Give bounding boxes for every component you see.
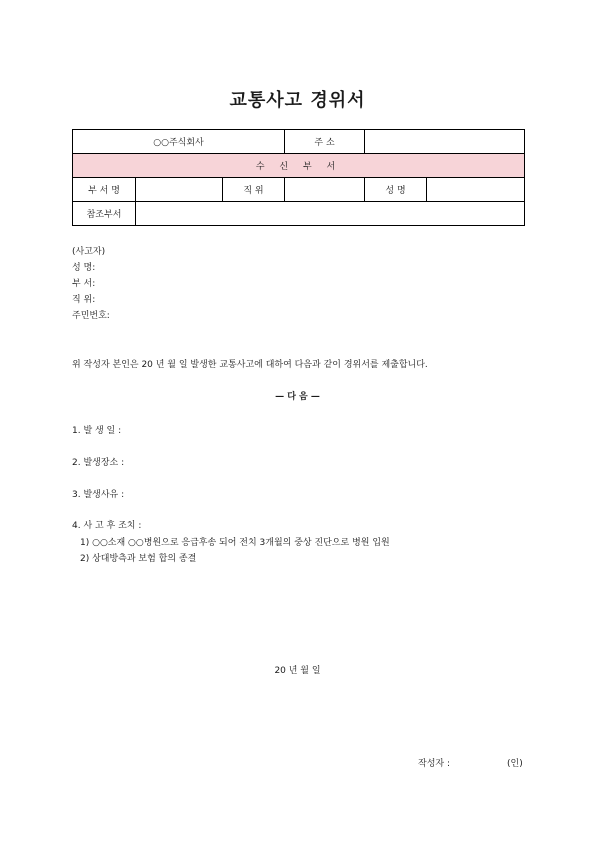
- next-heading: — 다 음 —: [275, 392, 320, 402]
- reference-label: 참조부서: [73, 202, 136, 225]
- item-place: 2. 발생장소 :: [72, 458, 125, 468]
- item-reason: 3. 발생사유 :: [72, 490, 125, 500]
- name-label: 성 명: [365, 178, 427, 202]
- writer-heading: (사고자): [72, 247, 106, 257]
- writer-dept: 부 서:: [72, 279, 96, 289]
- date-line: 20 년 월 일: [274, 666, 321, 676]
- reference-row: [73, 202, 525, 226]
- address-label: 주 소: [285, 130, 365, 154]
- dept-row: [73, 178, 223, 202]
- item-action: 4. 사 고 후 조치 :: [72, 521, 142, 531]
- position-field[interactable]: [285, 178, 365, 202]
- dept-field[interactable]: [136, 178, 222, 201]
- item-action-2: 2) 상대방측과 보험 합의 종결: [80, 554, 197, 564]
- dept-label: 부 서 명: [73, 178, 136, 201]
- name-field[interactable]: [427, 178, 525, 202]
- writer-position: 직 위:: [72, 295, 96, 305]
- company-cell: ○○주식회사: [73, 130, 285, 154]
- writer-name: 성 명:: [72, 263, 96, 273]
- document-title: 교통사고 경위서: [229, 90, 366, 111]
- position-label: 직 위: [223, 178, 285, 202]
- writer-id-number: 주민번호:: [72, 311, 110, 321]
- recipient-dept-label: 수 신 부 서: [73, 154, 525, 178]
- statement: 위 작성자 본인은 20 년 월 일 발생한 교통사고에 대하여 다음과 같이 경위서를 제출합니다.: [72, 360, 428, 370]
- signature-label: 작성자 :: [418, 759, 450, 769]
- header-table: [72, 129, 525, 226]
- item-date: 1. 발 생 일 :: [72, 426, 122, 436]
- reference-field[interactable]: [136, 202, 524, 225]
- item-action-1: 1) ○○소재 ○○병원으로 응급후송 되어 전치 3개월의 중상 진단으로 병원 입원: [80, 538, 390, 548]
- seal-mark: (인): [507, 759, 523, 769]
- writer-info: [72, 244, 110, 324]
- address-field[interactable]: [365, 130, 525, 154]
